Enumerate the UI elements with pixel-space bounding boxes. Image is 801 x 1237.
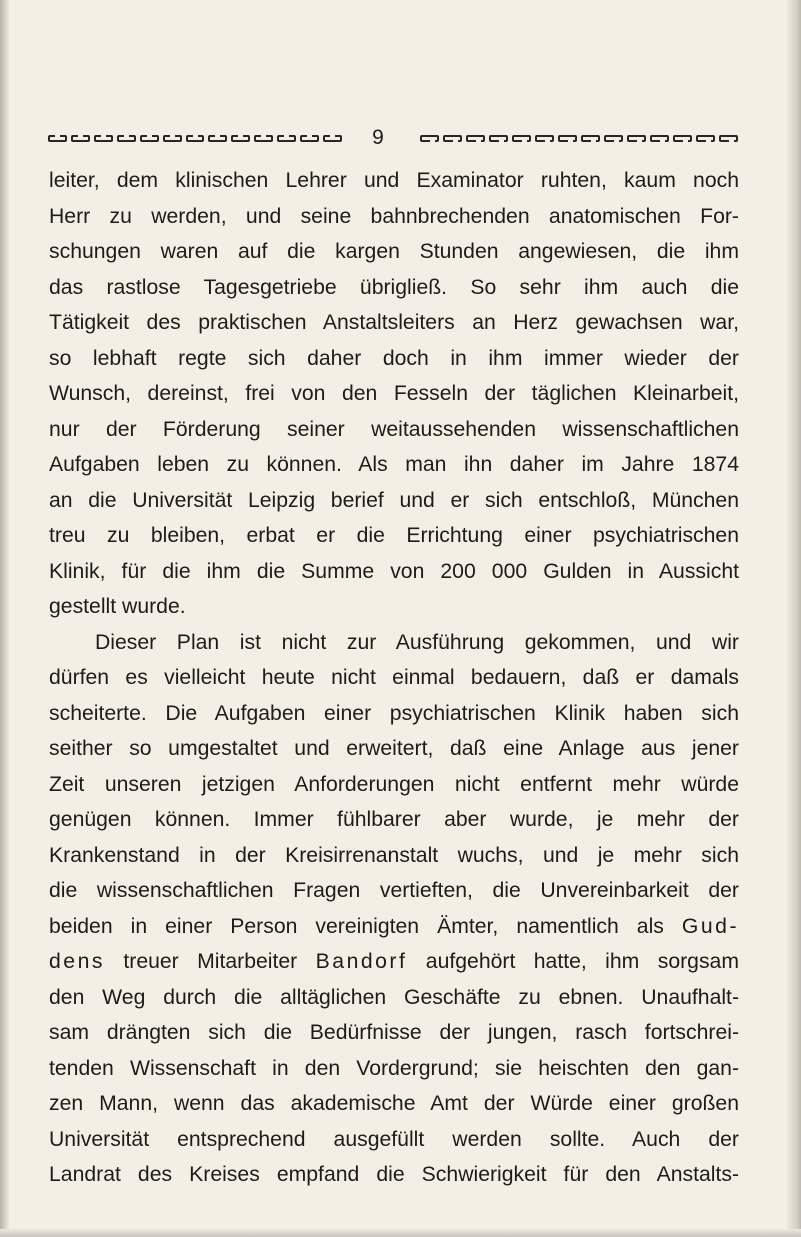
ornament-glyph <box>604 135 623 142</box>
ornament-glyph <box>300 135 319 142</box>
page-number: 9 <box>372 126 384 149</box>
ornament-glyph <box>208 135 227 142</box>
text-line: sam drängten sich die Bedürfnisse der jungen, rasch fortschrei- <box>49 1021 739 1044</box>
ornament-glyph <box>277 135 296 142</box>
ornament-glyph <box>512 135 531 142</box>
running-header <box>48 128 738 148</box>
ornament-glyph <box>558 135 577 142</box>
text-line <box>49 909 739 945</box>
ornament-glyph <box>673 135 692 142</box>
ornament-glyph <box>627 135 646 142</box>
page-edge-bottom <box>0 1229 801 1237</box>
ornament-glyph <box>231 135 250 142</box>
ornament-glyph <box>696 135 715 142</box>
text-segment-spaced-name: Gud- <box>681 914 739 938</box>
text-line: das rastlose Tagesgetriebe übrigließ. So sehr ihm auch die <box>49 275 739 299</box>
body-text <box>49 163 739 1193</box>
ornament-glyph <box>650 135 669 142</box>
ornament-glyph <box>719 135 738 142</box>
text-line: Herr zu werden, und seine bahnbrechenden anatomischen For- <box>49 204 739 228</box>
page-edge-left <box>0 0 9 1237</box>
header-ornament-right <box>414 131 738 145</box>
text-line: scheiterte. Die Aufgaben einer psychiatrischen Klinik haben sich <box>49 701 739 725</box>
text-line: genügen können. Immer fühlbarer aber wurde, je mehr der <box>49 808 739 831</box>
ornament-glyph <box>254 135 273 142</box>
text-line: zen Mann, wenn das akademische Amt der Würde einer großen <box>49 1092 739 1115</box>
text-line: Krankenstand in der Kreisirrenanstalt wuchs, und je mehr sich <box>49 843 739 867</box>
text-line: treu zu bleiben, erbat er die Errichtung einer psychiatrischen <box>49 524 739 547</box>
text-line: Aufgaben leben zu können. Als man ihn daher im Jahre 1874 <box>49 453 739 476</box>
text-segment-spaced-name: Bandorf <box>315 950 408 973</box>
text-line: Zeit unseren jetzigen Anforderungen nicht entfernt mehr würde <box>49 772 739 796</box>
text-segment: treuer Mitarbeiter <box>104 950 316 973</box>
text-segment: beiden in einer Person vereinigten Ämter, namentlich als <box>49 914 682 938</box>
text-line: schungen waren auf die kargen Stunden angewiesen, die ihm <box>49 240 739 263</box>
ornament-glyph <box>323 135 342 142</box>
text-line: dürfen es vielleicht heute nicht einmal bedauern, daß er damals <box>49 666 739 689</box>
ornament-glyph <box>163 135 182 142</box>
ornament-glyph <box>581 135 600 142</box>
text-line: die wissenschaftlichen Fragen vertieften, die Unvereinbarkeit der <box>49 879 739 902</box>
text-line: den Weg durch die alltäglichen Geschäfte zu ebnen. Unaufhalt- <box>49 985 739 1009</box>
ornament-glyph <box>94 135 113 142</box>
text-line: Landrat des Kreises empfand die Schwierigkeit für den Anstalts- <box>49 1163 739 1186</box>
text-line-paragraph-end: gestellt wurde. <box>49 595 186 618</box>
text-segment: aufgehört hatte, ihm sorgsam <box>407 950 739 973</box>
text-line: Klinik, für die ihm die Summe von 200 000 Gulden in Aussicht <box>49 559 739 583</box>
text-line: seither so umgestaltet und erweitert, daß eine Anlage aus jener <box>49 737 739 760</box>
ornament-glyph <box>420 135 439 142</box>
text-line: Tätigkeit des praktischen Anstaltsleiters an Herz gewachsen war, <box>49 311 739 334</box>
ornament-glyph <box>140 135 159 142</box>
ornament-glyph <box>535 135 554 142</box>
page-edge-right <box>787 0 801 1237</box>
text-segment-spaced-name: dens <box>49 950 105 973</box>
text-line <box>49 944 739 980</box>
text-line: leiter, dem klinischen Lehrer und Examinator ruhten, kaum noch <box>49 169 739 192</box>
ornament-glyph <box>117 135 136 142</box>
ornament-glyph <box>443 135 462 142</box>
header-ornament-left <box>48 131 342 145</box>
text-line-paragraph-start: Dieser Plan ist nicht zur Ausführung gekommen, und wir <box>95 630 739 654</box>
ornament-glyph <box>466 135 485 142</box>
text-line: nur der Förderung seiner weitaussehenden wissenschaftlichen <box>49 417 739 441</box>
text-line: Wunsch, dereinst, frei von den Fesseln der täglichen Kleinarbeit, <box>49 382 739 405</box>
text-line: so lebhaft regte sich daher doch in ihm immer wieder der <box>49 346 739 370</box>
ornament-glyph <box>48 135 67 142</box>
text-line: an die Universität Leipzig berief und er sich entschloß, München <box>49 488 739 512</box>
ornament-glyph <box>186 135 205 142</box>
text-line: Universität entsprechend ausgefüllt werden sollte. Auch der <box>49 1127 739 1151</box>
ornament-glyph <box>489 135 508 142</box>
ornament-glyph <box>71 135 90 142</box>
text-line: tenden Wissenschaft in den Vordergrund; sie heischten den gan- <box>49 1056 739 1080</box>
